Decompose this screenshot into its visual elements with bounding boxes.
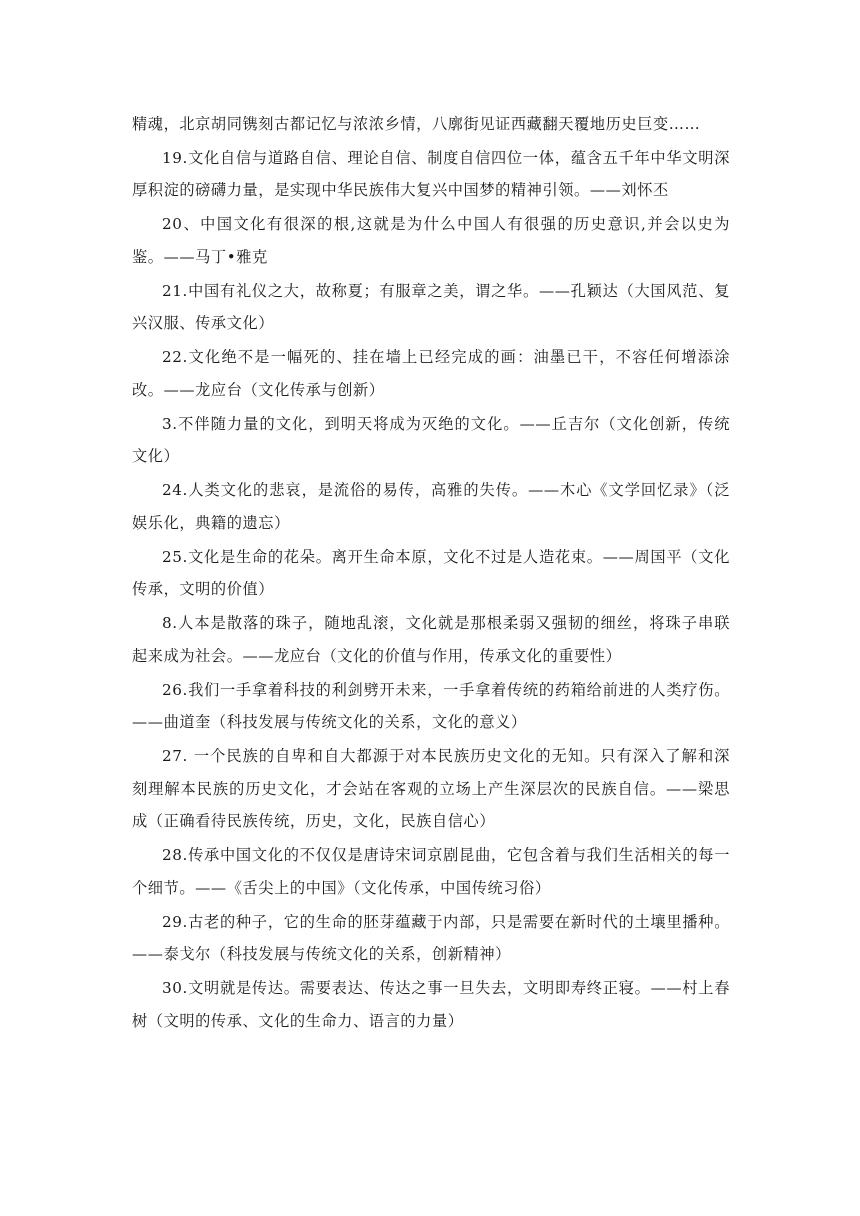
quote-3: 3.不伴随力量的文化，到明天将成为灭绝的文化。——丘吉尔（文化创新，传统文化）	[132, 414, 730, 466]
quote-21: 21.中国有礼仪之大，故称夏；有服章之美，谓之华。——孔颖达（大国风范、复兴汉服、传承文化）	[132, 281, 730, 333]
document-body	[132, 108, 730, 1039]
quote-27: 27. 一个民族的自卑和自大都源于对本民族历史文化的无知。只有深入了解和深刻理解本民族的历史文化，才会站在客观的立场上产生深层次的民族自信。——梁思成（正确看待民族传统，历史，文化，民族自信心）	[132, 747, 730, 831]
quote-30: 30.文明就是传达。需要表达、传达之事一旦失去，文明即寿终正寝。——村上春树（文明的传承、文化的生命力、语言的力量）	[132, 979, 730, 1030]
quote-25: 25.文化是生命的花朵。离开生命本原，文化不过是人造花束。——周国平（文化传承，文明的价值）	[132, 547, 730, 599]
quote-8: 8.人本是散落的珠子，随地乱滚，文化就是那根柔弱又强韧的细丝，将珠子串联起来成为社会。——龙应台（文化的价值与作用，传承文化的重要性）	[132, 614, 730, 665]
quote-19: 19.文化自信与道路自信、理论自信、制度自信四位一体，蕴含五千年中华文明深厚积淀的磅礴力量，是实现中华民族伟大复兴中国梦的精神引领。——刘怀丕	[132, 148, 730, 200]
quote-22: 22.文化绝不是一幅死的、挂在墙上已经完成的画：油墨已干，不容任何增添涂改。——龙应台（文化传承与创新）	[132, 348, 730, 399]
quote-26: 26.我们一手拿着科技的利剑劈开未来，一手拿着传统的药箱给前进的人类疗伤。——曲道奎（科技发展与传统文化的关系，文化的意义）	[132, 680, 730, 732]
quote-29: 29.古老的种子，它的生命的胚芽蕴藏于内部，只是需要在新时代的土壤里播种。——泰戈尔（科技发展与传统文化的关系，创新精神）	[132, 912, 730, 964]
quote-28: 28.传承中国文化的不仅仅是唐诗宋词京剧昆曲，它包含着与我们生活相关的每一个细节。——《舌尖上的中国》（文化传承，中国传统习俗）	[132, 846, 730, 897]
quote-24: 24.人类文化的悲哀，是流俗的易传，高雅的失传。——木心《文学回忆录》（泛娱乐化，典籍的遗忘）	[132, 481, 730, 532]
paragraph-continuation: 精魂，北京胡同镌刻古都记忆与浓浓乡情，八廓街见证西藏翻天覆地历史巨变……	[132, 115, 701, 133]
quote-20: 20、中国文化有很深的根,这就是为什么中国人有很强的历史意识,并会以史为鉴。——马丁•雅克	[132, 215, 730, 266]
